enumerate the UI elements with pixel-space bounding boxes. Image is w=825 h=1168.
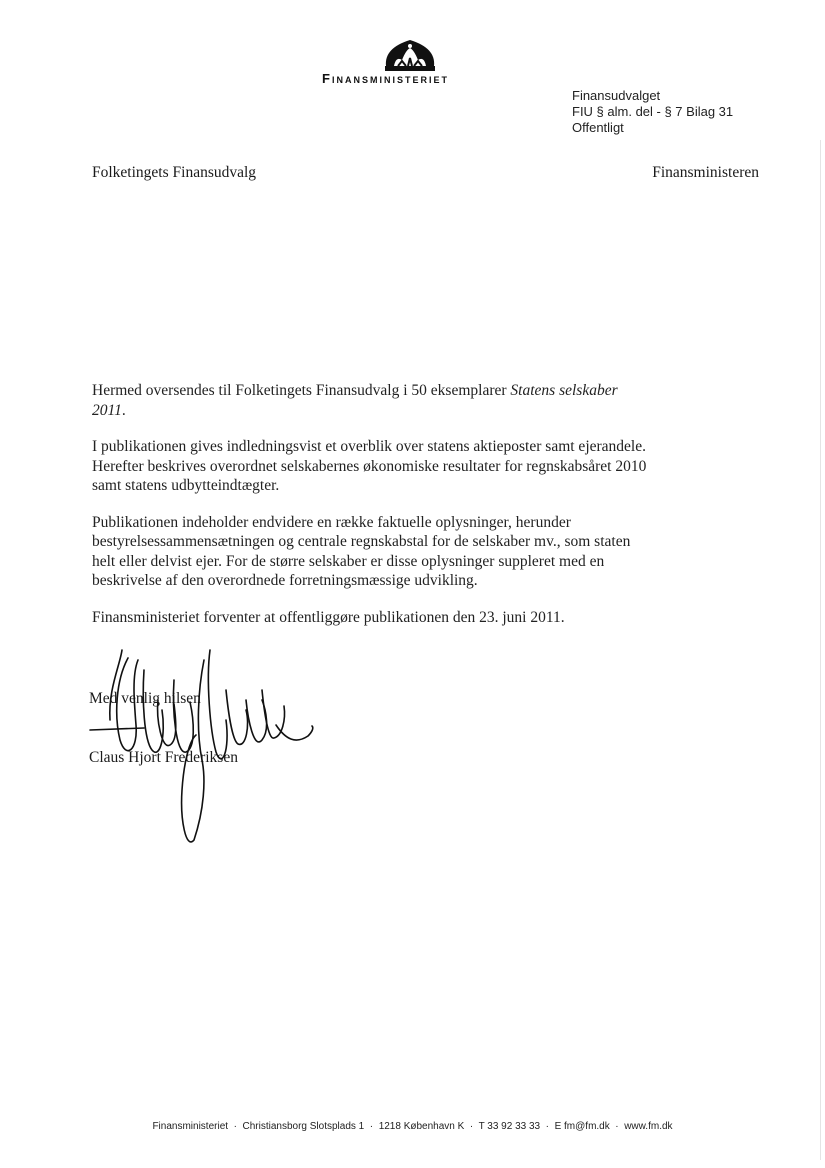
ministry-name: Finansministeriet [322, 71, 449, 86]
letter-body [92, 381, 652, 644]
paragraph-1-text: Hermed oversendes til Folketingets Finansudvalg i 50 eksemplarer [92, 382, 511, 399]
stamp-status: Offentligt [572, 120, 624, 135]
footer-phone: T 33 92 33 33 [478, 1121, 541, 1132]
stamp-committee: Finansudvalget [572, 88, 661, 103]
footer-separator: · [609, 1121, 625, 1132]
closing-greeting: Med venlig hilsen [89, 690, 201, 707]
paragraph-4: Finansministeriet forventer at offentliggøre publikationen den 23. juni 2011. [92, 608, 565, 626]
handwritten-signature [86, 640, 316, 850]
footer-web: www.fm.dk [624, 1121, 673, 1132]
paragraph-1 [92, 381, 652, 420]
footer-separator: · [228, 1121, 243, 1132]
crown-icon [380, 36, 440, 72]
footer-address: Christiansborg Slotsplads 1 [242, 1121, 365, 1132]
publication-title: Statens selskaber 2011 [92, 382, 618, 419]
registration-stamp [572, 88, 733, 136]
recipient: Folketingets Finansudvalg [92, 164, 257, 181]
scan-edge [820, 140, 821, 1160]
footer-org: Finansministeriet [152, 1121, 229, 1132]
footer-email: E fm@fm.dk [554, 1121, 610, 1132]
footer-separator: · [364, 1121, 379, 1132]
letterhead-footer [0, 1121, 825, 1132]
paragraph-3: Publikationen indeholder endvidere en række faktuelle oplysninger, herunder bestyrelsessammensætningen og centrale regnskabstal for de selskaber mv., som staten helt eller delvist ejer. For de større selskaber er disse oplysninger suppleret med en beskrivelse af den overordnede forretningsmæssige udvikling. [92, 513, 631, 589]
footer-separator: · [540, 1121, 555, 1132]
footer-postal: 1218 København K [378, 1121, 465, 1132]
stamp-reference: FIU § alm. del - § 7 Bilag 31 [572, 104, 734, 119]
footer-separator: · [464, 1121, 479, 1132]
sender-title: Finansministeren [652, 164, 759, 181]
paragraph-1-end: . [121, 401, 126, 419]
signer-name: Claus Hjort Frederiksen [89, 749, 238, 766]
paragraph-2: I publikationen gives indledningsvist et overblik over statens aktieposter samt ejerandele. Herefter beskrives overordnet selskabernes økonomiske resultater for regnskabsåret 2010 samt statens udbytteindtægter. [92, 438, 647, 494]
